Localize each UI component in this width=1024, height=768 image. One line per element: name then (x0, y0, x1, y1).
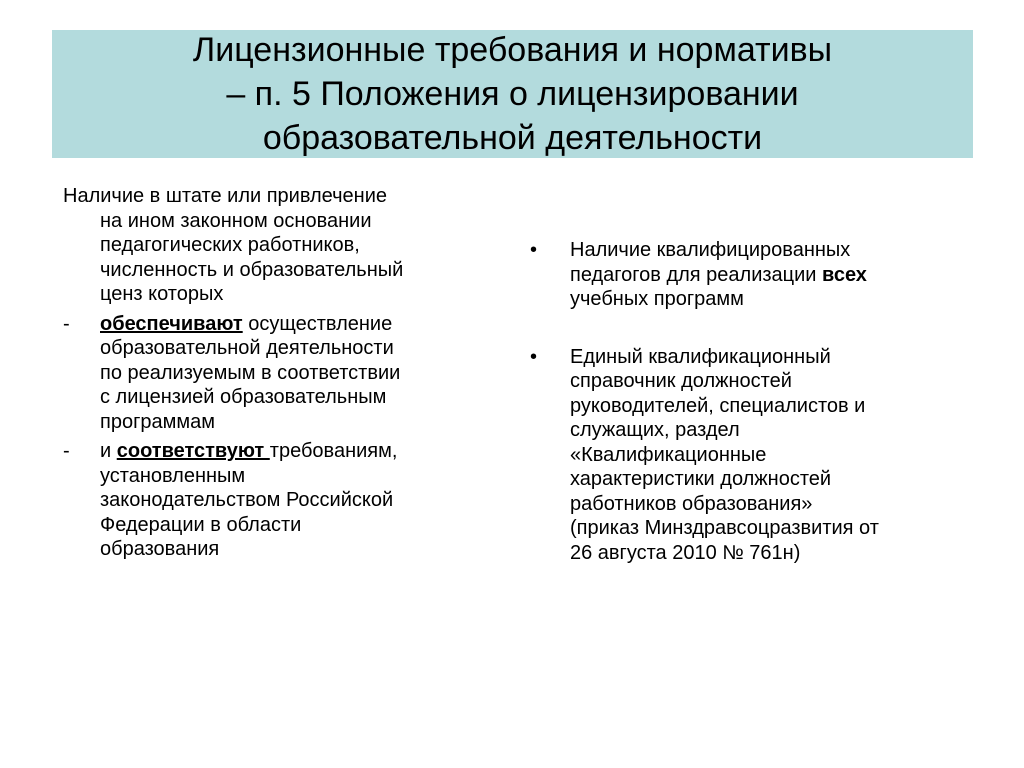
dash-item-line: программам (100, 410, 215, 433)
left-column (63, 184, 503, 562)
lead-line: ценз которых (100, 283, 224, 305)
lead-line: на ином законном основании (100, 209, 372, 232)
dash-item-text: требованиям, (269, 440, 398, 462)
emphasis-provide: обеспечивают (100, 312, 243, 335)
dash-item-line: установленным (100, 464, 246, 487)
dash-item-first-line (63, 439, 503, 464)
dash-marker: - (63, 312, 70, 335)
bullet-line: служащих, раздел (570, 419, 740, 441)
lead-line: Наличие в штате или привлечение (63, 185, 388, 207)
title-line-1: Лицензионные требования и нормативы (192, 31, 833, 69)
dash-item-prefix: и (100, 440, 117, 462)
lead-paragraph (63, 184, 503, 307)
bullet-marker: • (530, 345, 538, 368)
bullet-text: педагогов для реализации (570, 263, 823, 286)
bullet-line: Единый квалификационный (570, 345, 831, 368)
dash-marker: - (63, 440, 70, 462)
emphasis-comply: соответствуют (116, 440, 270, 462)
dash-item-line: с лицензией образовательным (100, 386, 387, 408)
dash-item-line: образовательной деятельности (100, 337, 394, 359)
bullet-line: «Квалификационные (570, 443, 767, 466)
lead-line: педагогических работников, (100, 234, 360, 256)
dash-item-provide (63, 312, 503, 435)
title-line-2: – п. 5 Положения о лицензировании (226, 75, 799, 113)
dash-item-line: по реализуемым в соответствии (100, 361, 401, 384)
title-line-3: образовательной деятельности (262, 119, 763, 157)
bullet-line: справочник должностей (570, 370, 792, 392)
right-column (530, 238, 970, 565)
bullet-line: работников образования» (570, 492, 813, 515)
dash-item-comply (63, 439, 503, 562)
bullet-line: (приказ Минздравсоцразвития от (570, 517, 879, 539)
dash-item-text: осуществление (242, 312, 393, 335)
dash-item-line: образования (100, 538, 220, 560)
bullet-line: 26 августа 2010 № 761н) (570, 541, 801, 564)
bullet-line: характеристики должностей (570, 468, 832, 490)
bullet-item-reference-book (530, 345, 970, 566)
bullet-line (570, 263, 970, 288)
lead-line: численность и образовательный (100, 258, 404, 281)
bullet-line: руководителей, специалистов и (570, 394, 866, 417)
slide-title (52, 30, 973, 158)
dash-item-line: законодательством Российской (100, 489, 394, 511)
dash-item-line: Федерации в области (100, 513, 302, 536)
bullet-item-qualified-teachers (530, 238, 970, 312)
bullet-marker: • (530, 239, 538, 261)
bullet-line: Наличие квалифицированных (570, 239, 851, 261)
bullet-line: учебных программ (570, 288, 744, 310)
dash-item-first-line (63, 312, 503, 337)
emphasis-all: всех (822, 263, 867, 286)
